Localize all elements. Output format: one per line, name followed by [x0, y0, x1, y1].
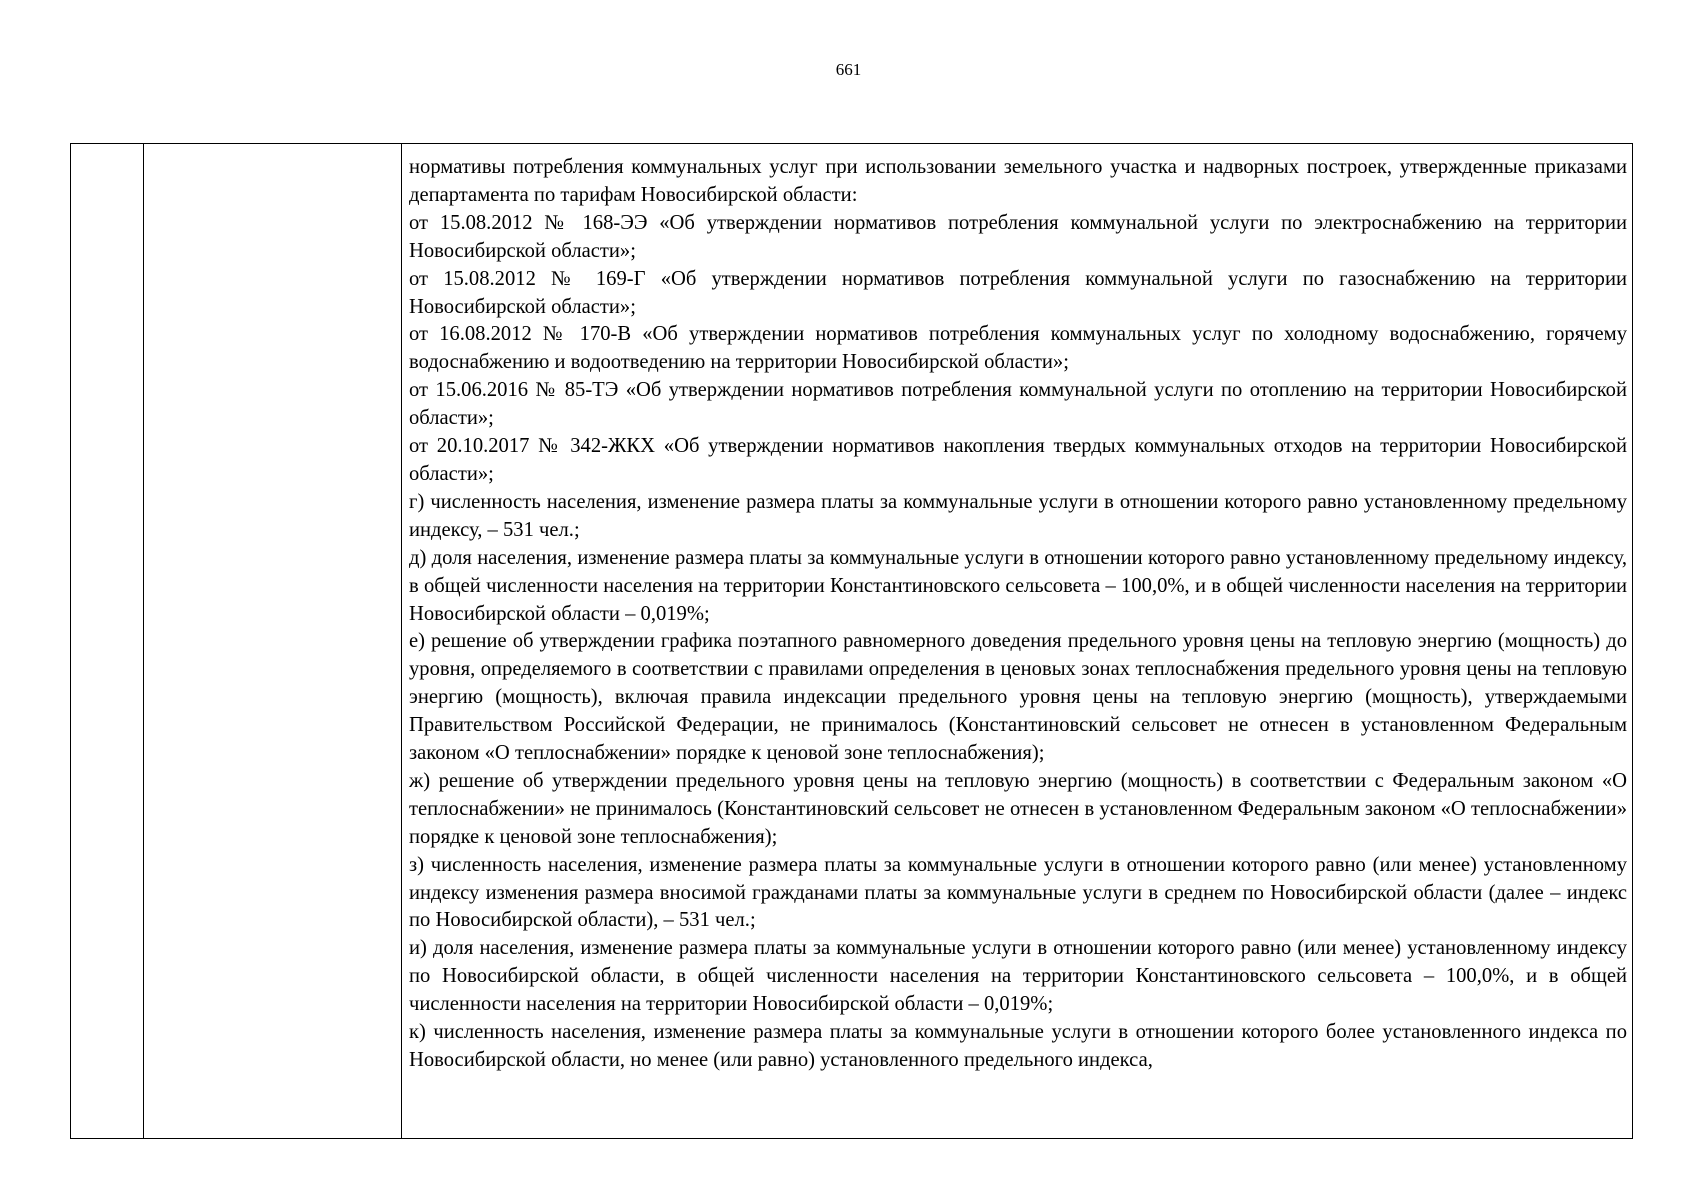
paragraph-order-170-v: от 16.08.2012 № 170-В «Об утверждении нормативов потребления коммунальных услуг по холодному водоснабжению, горячему водоснабжению и водоотведению на территории Новосибирской области»;: [409, 323, 1627, 374]
paragraph-item-g: г) численность населения, изменение размера платы за коммунальные услуги в отношении которого равно установленному предельному индексу, – 531 чел.;: [409, 490, 1627, 541]
paragraph-norms-intro: нормативы потребления коммунальных услуг при использовании земельного участка и надворных построек, утвержденные приказами департамента по тарифам Новосибирской области:: [409, 156, 1627, 206]
paragraph-item-i: и) доля населения, изменение размера платы за коммунальные услуги в отношении которого равно (или менее) установленному индексу по Новосибирской области, в общей численности населения на территории Константиновского сельсовета – 100,0%, и в общей численности населения на территории Новосибирской области – 0,019%;: [409, 937, 1627, 1016]
paragraph-item-k: к) численность населения, изменение размера платы за коммунальные услуги в отношении которого более установленного индекса по Новосибирской области, но менее (или равно) установленного предельного индекса,: [409, 1021, 1627, 1071]
paragraph-order-169-g: от 15.08.2012 № 169-Г «Об утверждении нормативов потребления коммунальной услуги по газоснабжению на территории Новосибирской области»;: [409, 267, 1627, 318]
paragraph-order-342-zhkh: от 20.10.2017 № 342-ЖКХ «Об утверждении нормативов накопления твердых коммунальных отходов на территории Новосибирской области»;: [409, 435, 1627, 485]
table-column-3: [402, 144, 1632, 1138]
document-table: [70, 143, 1633, 1139]
paragraph-item-e: е) решение об утверждении графика поэтапного равномерного доведения предельного уровня цены на тепловую энергию (мощность) до уровня, определяемого в соответствии с правилами определения в ценовых зонах теплоснабжения предельного уровня цены на тепловую энергию (мощность), включая правила индексации предельного уровня цены на тепловую энергию (мощность), утверждаемыми Правительством Российской Федерации, не принималось (Константиновский сельсовет не отнесен в установленном Федеральным законом «О теплоснабжении» порядке к ценовой зоне теплоснабжения);: [409, 630, 1627, 765]
table-column-2: [144, 144, 402, 1138]
table-column-1: [71, 144, 144, 1138]
paragraph-order-85-te: от 15.06.2016 № 85-ТЭ «Об утверждении нормативов потребления коммунальной услуги по отоплению на территории Новосибирской области»;: [409, 379, 1627, 430]
paragraph-order-168-ee: от 15.08.2012 № 168-ЭЭ «Об утверждении нормативов потребления коммунальной услуги по электроснабжению на территории Новосибирской области»;: [409, 211, 1627, 262]
page-number: 661: [835, 60, 862, 79]
paragraph-item-d: д) доля населения, изменение размера платы за коммунальные услуги в отношении которого равно установленному предельному индексу, в общей численности населения на территории Константиновского сельсовета – 100,0%, и в общей численности населения на территории Новосибирской области – 0,019%;: [409, 546, 1627, 625]
paragraph-item-z: з) численность населения, изменение размера платы за коммунальные услуги в отношении которого равно (или менее) установленному индексу изменения размера вносимой гражданами платы за коммунальные услуги в среднем по Новосибирской области (далее – индекс по Новосибирской области), – 531 чел.;: [409, 853, 1627, 932]
paragraph-item-zh: ж) решение об утверждении предельного уровня цены на тепловую энергию (мощность) в соответствии с Федеральным законом «О теплоснабжении» не принималось (Константиновский сельсовет не отнесен в установленном Федеральным законом «О теплоснабжении» порядке к ценовой зоне теплоснабжения);: [409, 769, 1627, 848]
